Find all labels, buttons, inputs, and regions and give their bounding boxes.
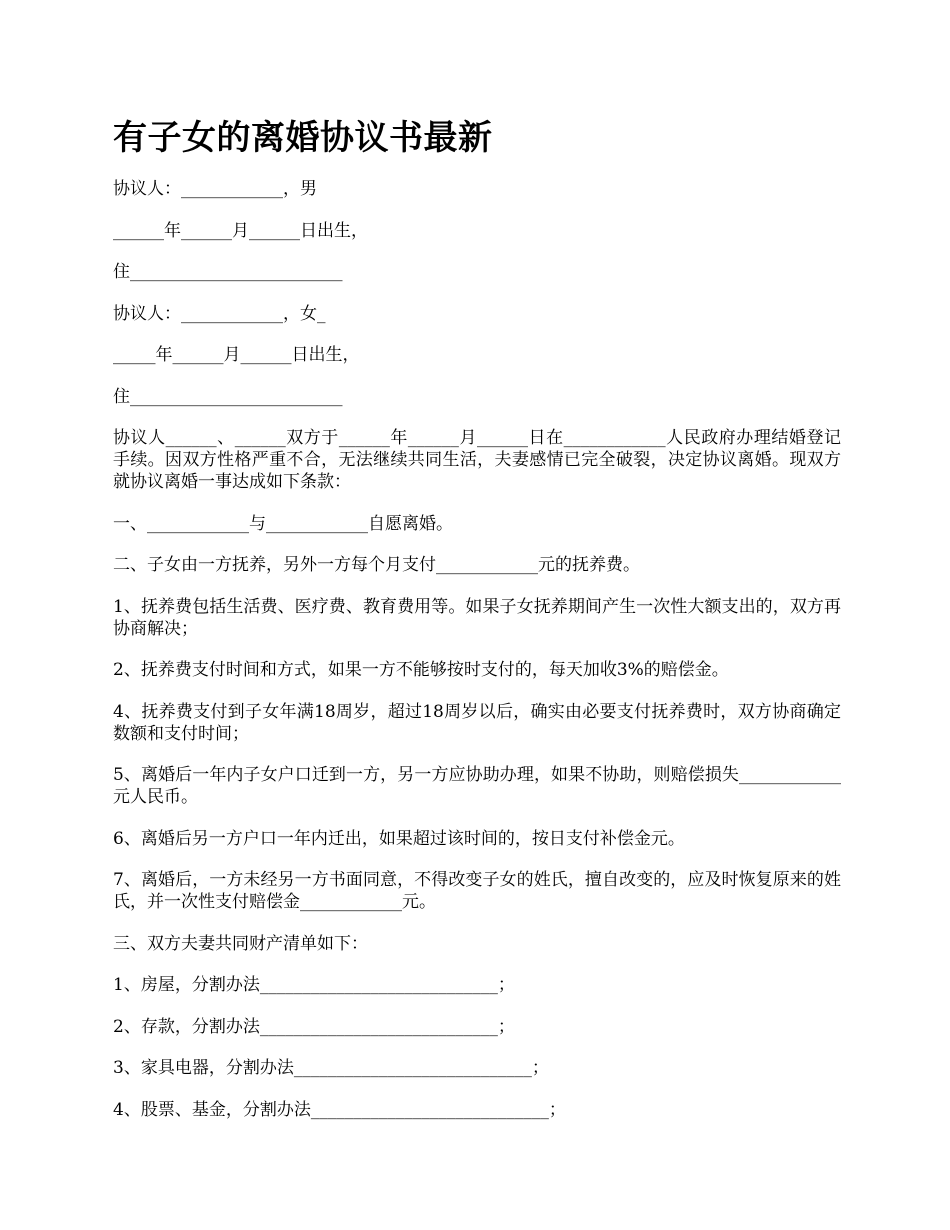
- property-item-savings: 2、存款，分割办法____________________________；: [113, 1016, 515, 1037]
- clause-2-item-2: 2、抚养费支付时间和方式，如果一方不能够按时支付的，每天加收3%的赔偿金。: [113, 660, 729, 680]
- clause-2-item-5: 5、离婚后一年内子女户口迁到一方，另一方应协助办理，如果不协助，则赔偿损失____________元人民币。: [113, 765, 841, 807]
- party2-name: 协议人：____________，女_: [113, 303, 326, 324]
- document-title: 有子女的离婚协议书最新: [113, 118, 493, 158]
- clause-2: 二、子女由一方抚养，另外一方每个月支付____________元的抚养费。: [113, 555, 640, 575]
- property-item-house: 1、房屋，分割办法____________________________；: [113, 975, 515, 995]
- intro-paragraph: 协议人______、______双方于______年______月______日在____________人民政府办理结婚登记手续。因双方性格严重不合，无法继续共同生活，夫妻感情已完全破裂，决定协议离婚。现双方就协议离婚一事达成如下条款：: [113, 428, 841, 492]
- property-item-stocks: 4、股票、基金，分割办法____________________________；: [113, 1099, 566, 1120]
- party1-birthdate: ______年______月______日出生，: [113, 220, 368, 241]
- clause-2-item-4: 4、抚养费支付到子女年满18周岁，超过18周岁以后，确实由必要支付抚养费时，双方协商确定数额和支付时间；: [113, 701, 841, 744]
- clause-3: 三、双方夫妻共同财产清单如下：: [113, 933, 368, 954]
- clause-2-item-1: 1、抚养费包括生活费、医疗费、教育费用等。如果子女抚养期间产生一次性大额支出的，双方再协商解决；: [113, 596, 841, 639]
- document-page: [113, 112, 841, 1140]
- property-item-furniture: 3、家具电器，分割办法____________________________；: [113, 1058, 549, 1078]
- party2-birthdate: _____年______月______日出生，: [113, 345, 360, 365]
- party2-address: 住_________________________: [113, 386, 343, 407]
- clause-2-item-7: 7、离婚后，一方未经另一方书面同意，不得改变子女的姓氏，擅自改变的，应及时恢复原来的姓氏，并一次性支付赔偿金____________元。: [113, 870, 841, 912]
- party1-address: 住_________________________: [113, 262, 343, 282]
- clause-2-item-6: 6、离婚后另一方户口一年内迁出，如果超过该时间的，按日支付补偿金元。: [113, 828, 685, 849]
- clause-1: 一、____________与____________自愿离婚。: [113, 513, 453, 534]
- party1-name: 协议人：____________，男: [113, 179, 317, 199]
